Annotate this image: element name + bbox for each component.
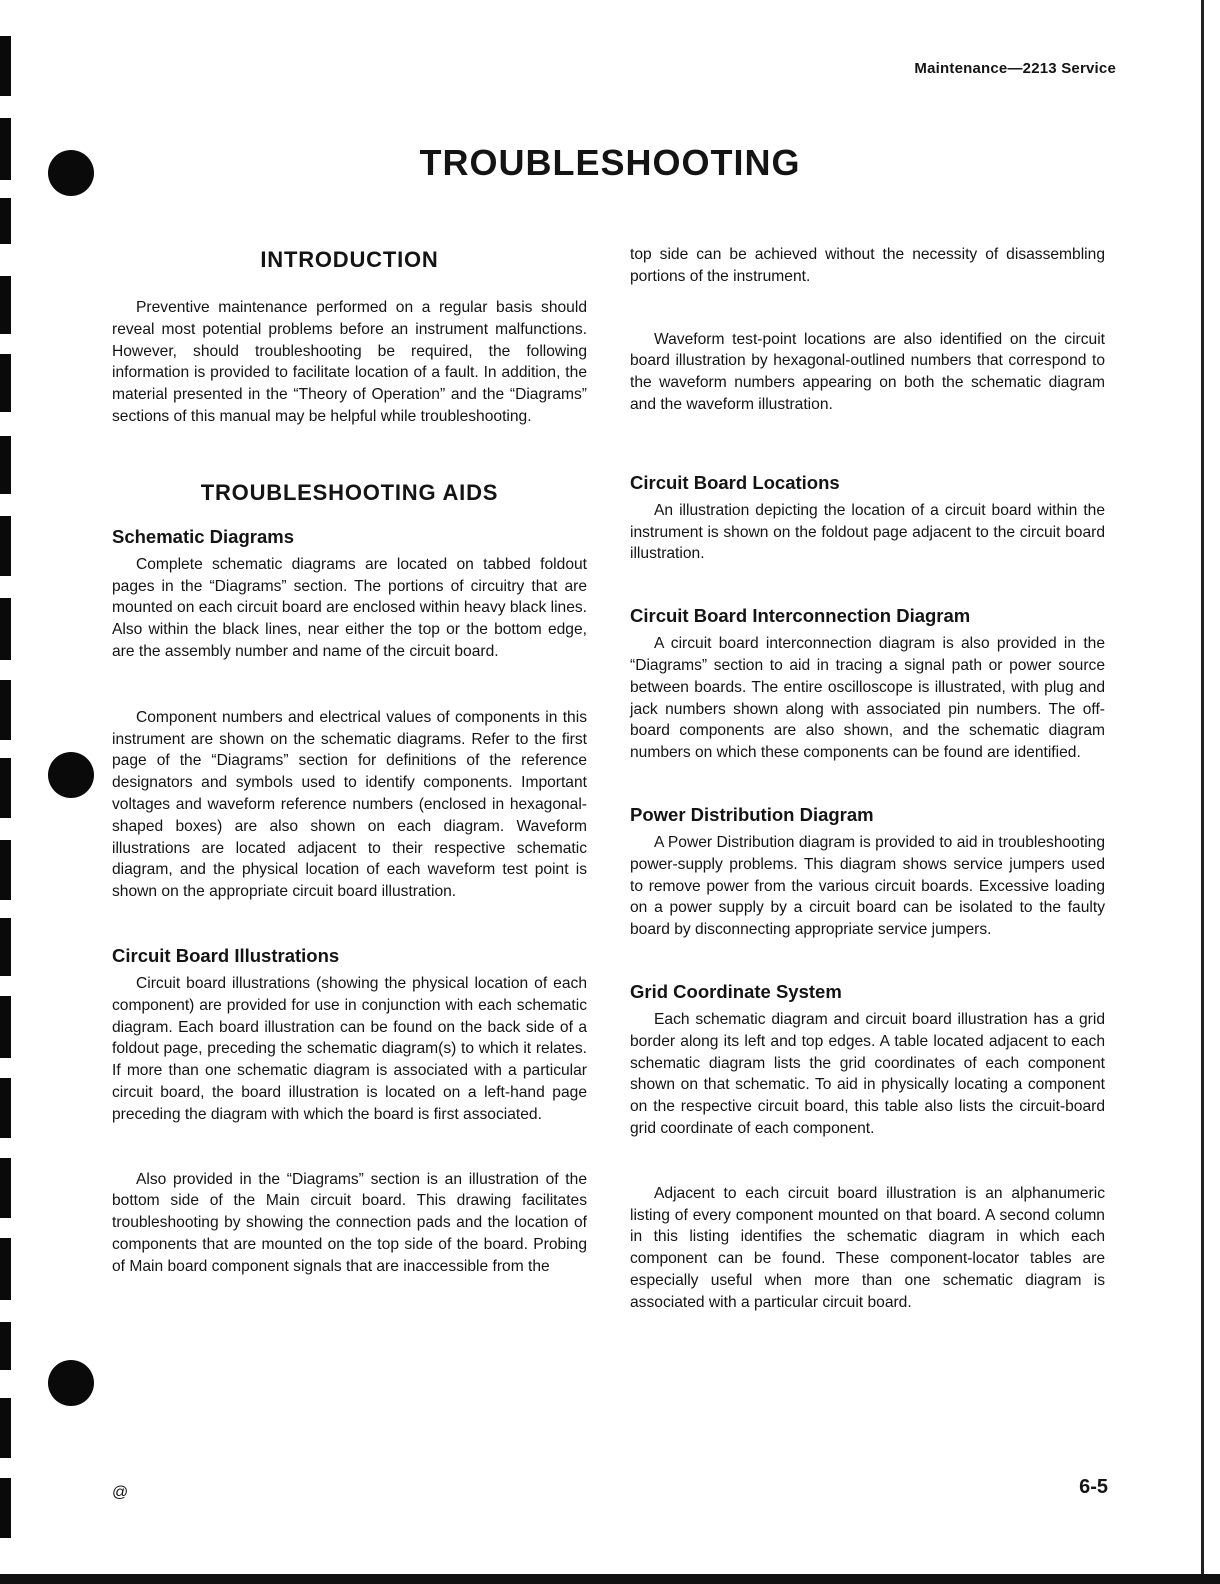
binder-mark <box>0 598 11 660</box>
punch-hole <box>48 752 94 798</box>
binder-mark <box>0 996 11 1058</box>
interconnection-diagram-heading: Circuit Board Interconnection Diagram <box>630 605 971 627</box>
running-head: Maintenance—2213 Service <box>914 60 1116 77</box>
power-distribution-paragraph: A Power Distribution diagram is provided to aid in troubleshooting power-supply problems. This diagram shows service jumpers used to remove power from the various circuit boards. Excessive loading on a power supply by a circuit board can be isolated to the faulty board by disconnecting appropriate service jumpers. <box>630 833 1105 939</box>
binder-mark <box>0 758 11 818</box>
circuit-board-locations-heading: Circuit Board Locations <box>630 471 840 493</box>
continuation-paragraph: top side can be achieved without the necessity of disassembling portions of the instrument. <box>630 246 1105 285</box>
interconnection-paragraph: A circuit board interconnection diagram is also provided in the “Diagrams” section to aid in tracing a signal path or power source between boards. The entire oscilloscope is illustrated, with plug and jack numbers shown along with associated pin numbers. The off-board components are also shown, and the schematic diagram numbers on which these components can be found are identified. <box>630 635 1105 762</box>
binder-mark <box>0 1398 11 1458</box>
scan-edge-right <box>1201 0 1204 1584</box>
binder-mark <box>0 1238 11 1300</box>
binder-mark <box>0 1078 11 1138</box>
power-distribution-heading: Power Distribution Diagram <box>630 803 874 825</box>
schematic-paragraph-1: Complete schematic diagrams are located on tabbed foldout pages in the “Diagrams” section. The portions of circuitry that are mounted on each circuit board are enclosed within heavy black lines. Also within the black lines, near either the top or the bottom edge, are the assembly number and name of the circuit board. <box>112 555 588 660</box>
left-column <box>112 244 587 1278</box>
binder-mark <box>0 1322 11 1370</box>
binder-mark <box>0 276 11 334</box>
binder-mark <box>0 198 11 244</box>
binder-mark <box>0 36 11 96</box>
waveform-paragraph: Waveform test-point locations are also identified on the circuit board illustration by hexagonal-outlined numbers that correspond to the waveform numbers appearing on both the schematic diagram and the waveform illustration. <box>630 330 1105 413</box>
introduction-heading: INTRODUCTION <box>260 247 439 272</box>
grid-paragraph-2: Adjacent to each circuit board illustration is an alphanumeric listing of every component mounted on that board. A second column in this listing identifies the schematic diagram in which each component can be found. These component-locator tables are especially useful when more than one schematic diagram is associated with a particular circuit board. <box>630 1184 1105 1311</box>
binder-mark <box>0 354 11 412</box>
right-column <box>630 244 1105 1314</box>
illustrations-paragraph-1: Circuit board illustrations (showing the physical location of each component) are provided for use in conjunction with each schematic diagram. Each board illustration can be found on the back side of a foldout page, preceding the schematic diagram(s) to which it relates. If more than one schematic diagram is associated with a particular circuit board, the board illustration is located on a left-hand page preceding the diagram with which the board is first associated. <box>112 974 587 1123</box>
grid-paragraph-1: Each schematic diagram and circuit board illustration has a grid border along its left and top edges. A table located adjacent to each schematic diagram lists the grid coordinates of each component shown on that schematic. To aid in physically locating a component on the respective circuit board, this table also lists the circuit-board grid coordinate of each component. <box>630 1010 1105 1137</box>
binder-mark <box>0 516 11 576</box>
illustrations-paragraph-2: Also provided in the “Diagrams” section is an illustration of the bottom side of the Main circuit board. This drawing facilitates troubleshooting by showing the connection pads and the location of components that are mounted on the top side of the board. Probing of Main board component signals that are inaccessible from the <box>112 1170 587 1275</box>
punch-hole <box>48 1360 94 1406</box>
binder-mark <box>0 436 11 494</box>
schematic-diagrams-heading: Schematic Diagrams <box>112 525 295 547</box>
schematic-paragraph-2: Component numbers and electrical values of components in this instrument are shown on the schematic diagrams. Refer to the first page of the “Diagrams” section for definitions of the reference designators and symbols used to identify components. Important voltages and waveform reference numbers (enclosed in hexagonal-shaped boxes) are also shown on each diagram. Waveform illustrations are located adjacent to their respective schematic diagram, and the physical location of each waveform test point is shown on the appropriate circuit board illustration. <box>112 708 587 901</box>
binder-mark <box>0 840 11 900</box>
introduction-paragraph: Preventive maintenance performed on a regular basis should reveal most potential problems before an instrument malfunctions. However, should troubleshooting be required, the following information is provided to facilitate location of a fault. In addition, the material presented in the “Theory of Operation” and the “Diagrams” sections of this manual may be helpful while troubleshooting. <box>112 299 587 425</box>
troubleshooting-aids-heading: TROUBLESHOOTING AIDS <box>200 479 499 505</box>
binder-mark <box>0 918 11 976</box>
locations-paragraph: An illustration depicting the location of a circuit board within the instrument is shown on the foldout page adjacent to the circuit board illustration. <box>630 501 1105 563</box>
page-title: TROUBLESHOOTING <box>419 142 801 183</box>
binder-mark <box>0 680 11 740</box>
page-number: 6-5 <box>1079 1476 1108 1498</box>
scan-edge-bottom <box>0 1574 1220 1584</box>
grid-coordinate-heading: Grid Coordinate System <box>630 980 842 1002</box>
binder-mark <box>0 1158 11 1218</box>
footer-symbol: @ <box>112 1484 129 1501</box>
circuit-board-illustrations-heading: Circuit Board Illustrations <box>112 944 340 966</box>
binder-mark <box>0 1478 11 1538</box>
